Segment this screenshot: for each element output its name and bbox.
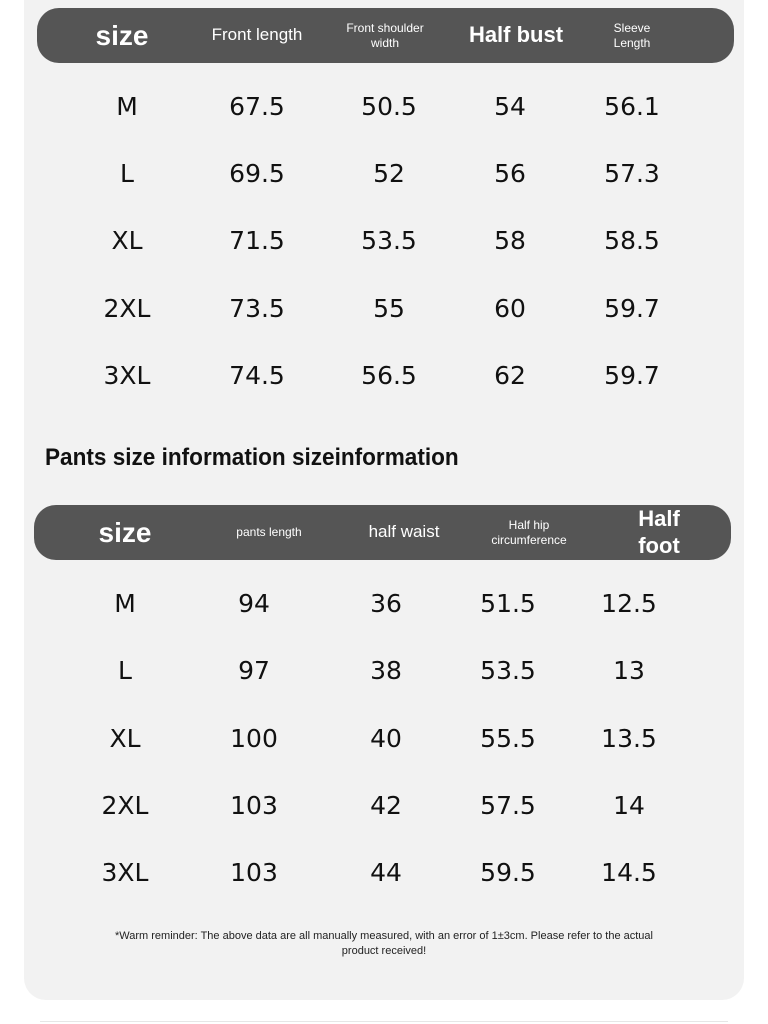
half-hip-cell: 51.5 xyxy=(480,588,536,618)
front-length-cell: 67.5 xyxy=(229,91,285,121)
front-shoulder-width-cell: 50.5 xyxy=(361,91,417,121)
half-bust-cell: 58 xyxy=(494,225,526,255)
front-shoulder-width-cell: 53.5 xyxy=(361,225,417,255)
size-cell: 3XL xyxy=(101,857,149,887)
top-table-row xyxy=(0,288,768,328)
half-waist-cell: 36 xyxy=(370,588,402,618)
half-foot-cell: 12.5 xyxy=(601,588,657,618)
pants-length-cell: 103 xyxy=(230,857,278,887)
half-hip-cell: 53.5 xyxy=(480,655,536,685)
pants-table-row xyxy=(0,785,768,825)
pants-table-header xyxy=(34,505,731,560)
front-shoulder-width-cell: 52 xyxy=(373,158,405,188)
half-bust-cell: 60 xyxy=(494,293,526,323)
front-length-cell: 71.5 xyxy=(229,225,285,255)
half-foot-cell: 13 xyxy=(613,655,645,685)
half-hip-cell: 57.5 xyxy=(480,790,536,820)
pants-length-cell: 100 xyxy=(230,723,278,753)
size-cell: L xyxy=(118,655,132,685)
front-shoulder-width-cell: 56.5 xyxy=(361,360,417,390)
header-front-shoulder-width: Front shoulder width xyxy=(346,21,424,50)
half-waist-cell: 40 xyxy=(370,723,402,753)
size-cell: L xyxy=(120,158,134,188)
pants-length-cell: 94 xyxy=(238,588,270,618)
header-sleeve-length: Sleeve Length xyxy=(613,21,651,50)
half-foot-cell: 14.5 xyxy=(601,857,657,887)
top-table-header xyxy=(37,8,734,63)
front-length-cell: 74.5 xyxy=(229,360,285,390)
header-half-foot: Half foot xyxy=(638,506,680,558)
sleeve-length-cell: 56.1 xyxy=(604,91,660,121)
header-size: size xyxy=(98,516,152,548)
size-chart-card xyxy=(24,0,744,1000)
front-shoulder-width-cell: 55 xyxy=(373,293,405,323)
top-table-row xyxy=(0,86,768,126)
pants-length-cell: 103 xyxy=(230,790,278,820)
pants-section-title: Pants size information sizeinformation xyxy=(45,444,459,471)
half-bust-cell: 54 xyxy=(494,91,526,121)
size-cell: XL xyxy=(111,225,143,255)
size-cell: M xyxy=(114,588,136,618)
header-half-bust: Half bust xyxy=(468,22,564,48)
half-bust-cell: 56 xyxy=(494,158,526,188)
top-table-row xyxy=(0,355,768,395)
half-hip-cell: 59.5 xyxy=(480,857,536,887)
pants-table-row xyxy=(0,718,768,758)
half-bust-cell: 62 xyxy=(494,360,526,390)
half-foot-cell: 13.5 xyxy=(601,723,657,753)
pants-table-row xyxy=(0,650,768,690)
top-table-row xyxy=(0,220,768,260)
pants-length-cell: 97 xyxy=(238,655,270,685)
pants-table-row xyxy=(0,583,768,623)
half-waist-cell: 42 xyxy=(370,790,402,820)
size-cell: 3XL xyxy=(103,360,151,390)
header-half-hip-circumference: Half hip circumference xyxy=(491,518,567,547)
sleeve-length-cell: 58.5 xyxy=(604,225,660,255)
half-hip-cell: 55.5 xyxy=(480,723,536,753)
half-waist-cell: 44 xyxy=(370,857,402,887)
size-cell: M xyxy=(116,91,138,121)
half-foot-cell: 14 xyxy=(613,790,645,820)
header-size: size xyxy=(95,19,149,51)
front-length-cell: 69.5 xyxy=(229,158,285,188)
size-cell: 2XL xyxy=(103,293,151,323)
sleeve-length-cell: 57.3 xyxy=(604,158,660,188)
sleeve-length-cell: 59.7 xyxy=(604,360,660,390)
header-pants-length: pants length xyxy=(236,525,302,540)
header-front-length: Front length xyxy=(211,25,303,45)
warm-reminder-footnote: *Warm reminder: The above data are all manually measured, with an error of 1±3cm. Please refer to the actual product received! xyxy=(115,930,653,957)
sleeve-length-cell: 59.7 xyxy=(604,293,660,323)
divider xyxy=(40,1021,728,1022)
pants-table-row xyxy=(0,852,768,892)
front-length-cell: 73.5 xyxy=(229,293,285,323)
half-waist-cell: 38 xyxy=(370,655,402,685)
size-cell: XL xyxy=(109,723,141,753)
header-half-waist: half waist xyxy=(368,522,440,542)
size-cell: 2XL xyxy=(101,790,149,820)
top-table-row xyxy=(0,153,768,193)
